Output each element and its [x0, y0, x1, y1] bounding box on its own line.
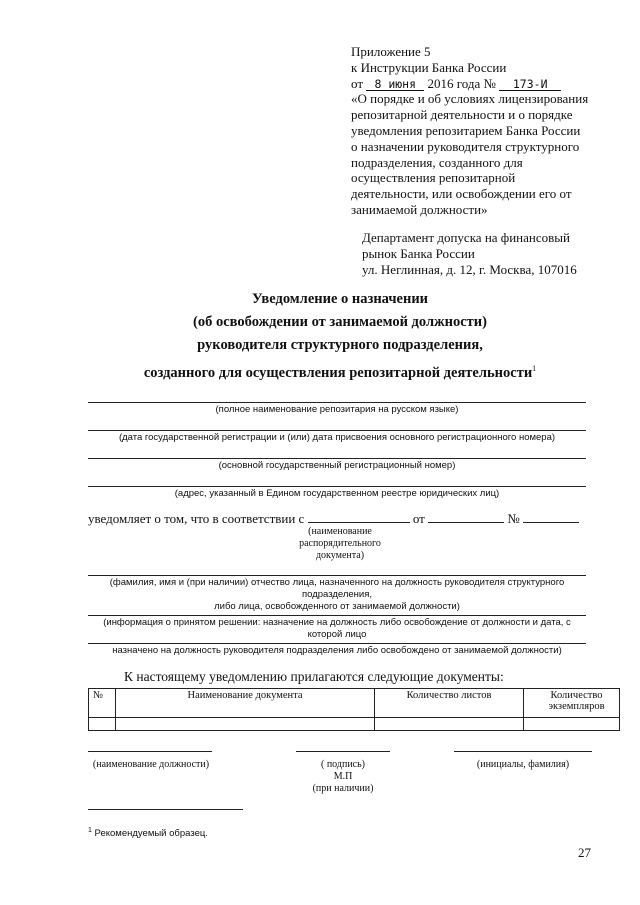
full-name-caption: (полное наименование репозитария на русском языке)	[215, 404, 459, 415]
page-number: 27	[578, 845, 591, 860]
stamp-label: М.П	[333, 771, 353, 782]
position-caption: (наименование должности)	[92, 759, 210, 770]
table-header-row	[89, 689, 620, 718]
notify-number: №	[507, 511, 520, 526]
full-name-field[interactable]	[88, 402, 586, 403]
initials-field[interactable]	[454, 751, 592, 752]
appendix-quote-line: подразделения, созданного для	[351, 154, 523, 170]
initials-caption: (инициалы, фамилия)	[476, 759, 570, 770]
appendix-quote-line: деятельности, или освобождении его от	[351, 186, 572, 202]
notify-from: от	[412, 511, 425, 526]
appendix-quote-line: о назначении руководителя структурного	[351, 138, 580, 154]
col-copies-header: Количество экземпляров	[524, 689, 620, 718]
footnote-mark: 1	[532, 364, 537, 373]
col-number-header: №	[89, 689, 116, 718]
order-date-field[interactable]	[428, 510, 504, 523]
position-field[interactable]	[88, 751, 212, 752]
document-title	[80, 288, 600, 385]
notify-text: уведомляет о том, что в соответствии с	[88, 511, 305, 526]
title-line: созданного для осуществления репозитарной деятельности$^1$	[143, 364, 537, 381]
appendix-date-line: от 8 июня 2016 года № 173-И	[351, 76, 611, 92]
footnote: $^1$ Рекомендуемый образец.	[88, 827, 208, 840]
appendix-block	[351, 44, 611, 218]
handwritten-date: 8 июня	[366, 78, 424, 91]
appendix-instruction: к Инструкции Банка России	[351, 59, 507, 75]
attachments-heading: К настоящему уведомлению прилагаются следующие документы:	[124, 669, 504, 684]
decision-caption-1: (информация о принятом решении: назначение на должность либо освобождение от должности и дата, с которой лицо	[103, 617, 571, 640]
notify-line	[88, 510, 579, 527]
order-caption: (наименование распорядительного документа)	[299, 526, 381, 561]
col-name-header: Наименование документа	[116, 689, 375, 718]
signature-caption: ( подпись)	[320, 759, 365, 770]
order-number-field[interactable]	[523, 510, 579, 523]
col-sheets-header: Количество листов	[375, 689, 524, 718]
footnote-number: 1	[88, 827, 92, 834]
appendix-quote-line: осуществления репозитарной	[351, 170, 516, 186]
signature-field[interactable]	[296, 751, 390, 752]
addressee-line: ул. Неглинная, д. 12, г. Москва, 107016	[362, 261, 577, 277]
table-row[interactable]	[89, 718, 620, 731]
person-caption: (фамилия, имя и (при наличии) отчество лица, назначенного на должность руководителя структурного подразделения, либо лица, освобожденного от занимаемой должности)	[109, 577, 565, 612]
addressee-line: Департамент допуска на финансовый	[362, 230, 570, 245]
addressee-block	[362, 230, 622, 277]
appendix-quote-line: занимаемой должности»	[351, 201, 488, 217]
person-field[interactable]	[88, 575, 586, 576]
decision-field-2[interactable]	[88, 643, 586, 644]
address-caption: (адрес, указанный в Едином государственном реестре юридических лиц)	[174, 488, 500, 499]
attachments-table	[88, 688, 620, 731]
ogrn-field[interactable]	[88, 458, 586, 459]
title-line: руководителя структурного подразделения,	[197, 337, 483, 353]
ogrn-caption: (основной государственный регистрационный номер)	[218, 460, 456, 471]
decision-field[interactable]	[88, 615, 586, 616]
registration-date-field[interactable]	[88, 430, 586, 431]
footnote-divider	[88, 809, 243, 810]
registration-date-caption: (дата государственной регистрации и (или) дата присвоения основного регистрационного номера)	[118, 432, 556, 443]
appendix-number: Приложение 5	[351, 44, 431, 59]
stamp-note: (при наличии)	[312, 783, 374, 794]
appendix-quote-line: «О порядке и об условиях лицензирования	[351, 91, 589, 107]
address-field[interactable]	[88, 486, 586, 487]
title-line: Уведомление о назначении	[251, 291, 429, 307]
appendix-quote-line: уведомления репозитарием Банка России	[351, 122, 581, 138]
title-line: (об освобождении от занимаемой должности)	[193, 314, 487, 330]
addressee-line: рынок Банка России	[362, 245, 475, 261]
handwritten-number: 173-И	[499, 78, 561, 91]
decision-caption-2: назначено на должность руководителя подразделения либо освобождено от занимаемой должности)	[112, 645, 562, 656]
order-name-field[interactable]	[308, 510, 410, 523]
appendix-quote-line: репозитарной деятельности и о порядке	[351, 107, 573, 123]
